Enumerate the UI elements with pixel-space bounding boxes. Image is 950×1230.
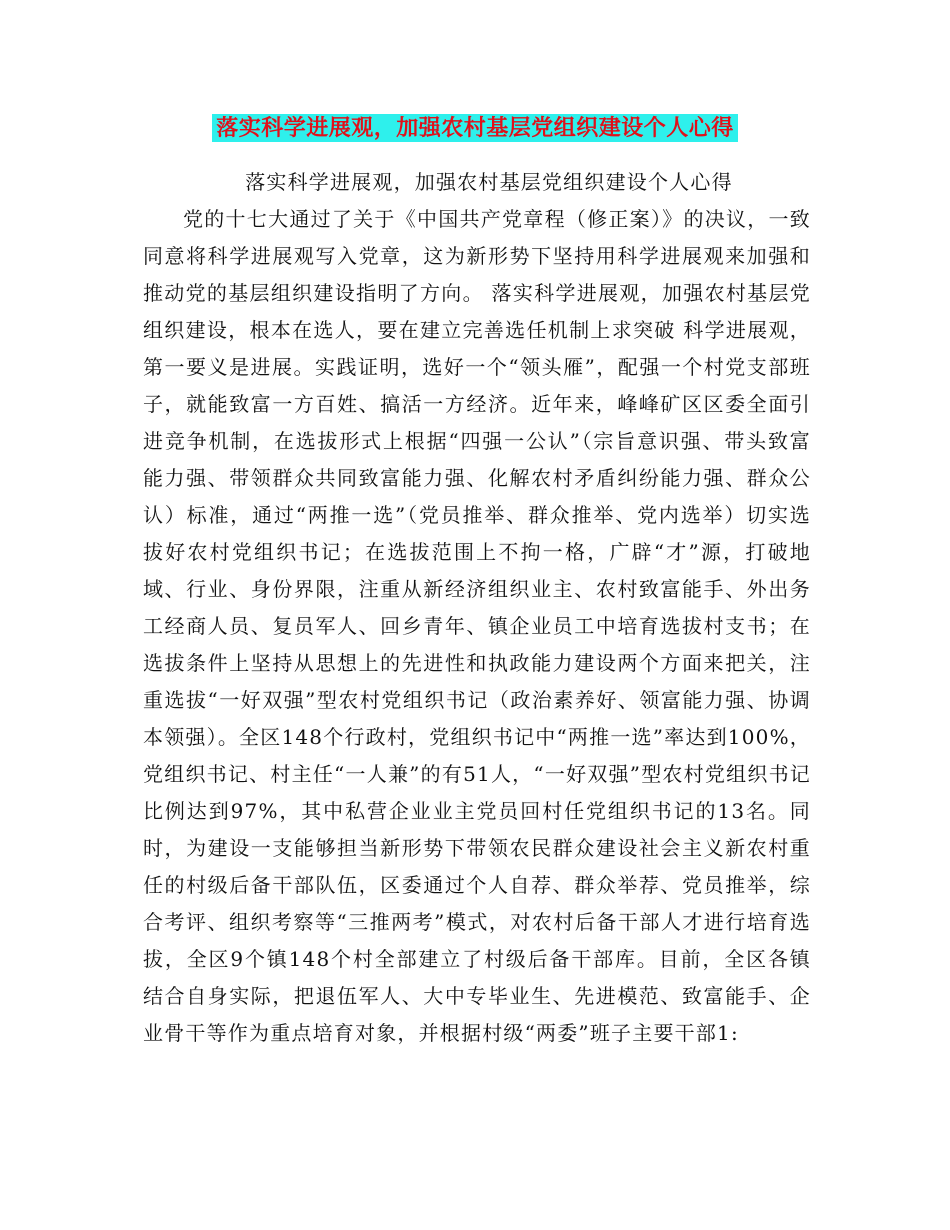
body-paragraph: 党的十七大通过了关于《中国共产党章程（修正案）》的决议，一致同意将科学进展观写入党章，这为新形势下坚持用科学进展观来加强和推动党的基层组织建设指明了方向。 落实科学进展观，加强农村基层党组织建设，根本在选人，要在建立完善选任机制上求突破 科学进展观，第一要义是进展。实践证明，选好一个“领头雁”，配强一个村党支部班子，就能致富一方百姓、搞活一方经济。近年来，峰峰矿区区委全面引进竞争机制，在选拔形式上根据“四强一公认”（宗旨意识强、带头致富能力强、带领群众共同致富能力强、化解农村矛盾纠纷能力强、群众公认）标准，通过“两推一选”（党员推举、群众推举、党内选举）切实选拔好农村党组织书记；在选拔范围上不拘一格，广辟“才”源，打破地域、行业、身份界限，注重从新经济组织业主、农村致富能手、外出务工经商人员、复员军人、回乡青年、镇企业员工中培育选拔村支书；在选拔条件上坚持从思想上的先进性和执政能力建设两个方面来把关，注重选拔“一好双强”型农村党组织书记（政治素养好、领富能力强、协调本领强）。全区148个行政村，党组织书记中“两推一选”率达到100%，党组织书记、村主任“一人兼”的有51人，“一好双强”型农村党组织书记比例达到97%，其中私营企业业主党员回村任党组织书记的13名。同时，为建设一支能够担当新形势下带领农民群众建设社会主义新农村重任的村级后备干部队伍，区委通过个人自荐、群众举荐、党员推举，综合考评、组织考察等“三推两考”模式，对农村后备干部人才进行培育选拔，全区9个镇148个村全部建立了村级后备干部库。目前，全区各镇结合自身实际，把退伍军人、大中专毕业生、先进模范、致富能手、企业骨干等作为重点培育对象，并根据村级“两委”班子主要干部1: <box>143 207 811 1045</box>
heading-container <box>0 114 950 142</box>
document-heading: 落实科学进展观，加强农村基层党组织建设个人心得 <box>212 114 738 142</box>
document-subheading: 落实科学进展观，加强农村基层党组织建设个人心得 <box>245 170 733 194</box>
document-body <box>143 164 811 1052</box>
